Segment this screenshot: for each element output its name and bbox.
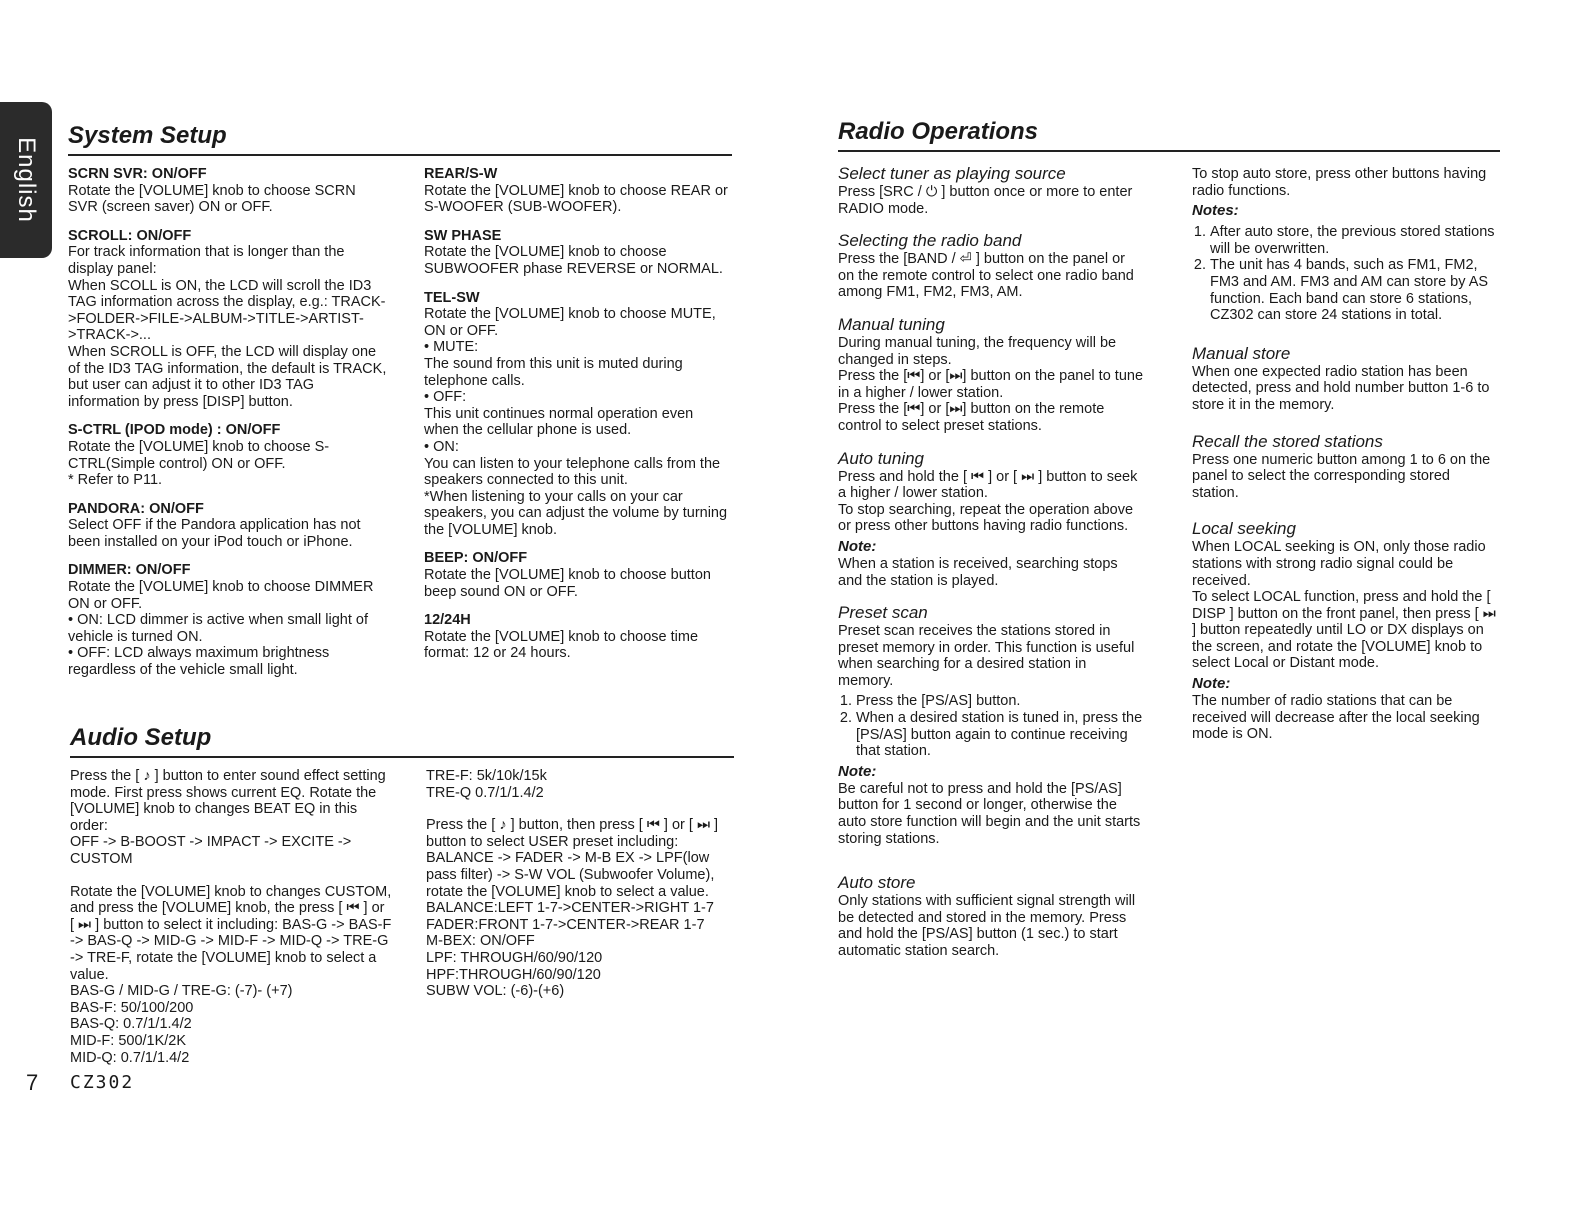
system-setup-col-1: [68, 166, 388, 679]
local-seeking-note: The number of radio stations that can be received will decrease after the local seeking mode is ON.: [1192, 693, 1480, 743]
setting-text: Rotate the [VOLUME] knob to choose DIMMER ON or OFF.: [68, 579, 374, 612]
audio-text-line: FADER:FRONT 1-7->CENTER->REAR 1-7: [426, 916, 705, 933]
audio-text-line: Press the [ ♪ ] button to enter sound effect setting mode. First press shows current EQ. Rotate the [VOLUME] knob to changes BEAT EQ in this order:: [70, 768, 386, 834]
manual-store-heading: Manual store: [1192, 343, 1291, 363]
audio-text-line: HPF:THROUGH/60/90/120: [426, 966, 601, 983]
setting-text: You can listen to your telephone calls from the speakers connected to this unit.: [424, 455, 721, 489]
auto-tuning-note-label: Note:: [838, 537, 877, 555]
page-number: 7: [26, 1070, 39, 1095]
auto-tuning-text-2: To stop searching, repeat the operation above or press other buttons having radio functions.: [838, 501, 1134, 535]
setting-heading: DIMMER: ON/OFF: [68, 562, 191, 579]
audio-text-line: BALANCE -> FADER -> M-B EX -> LPF(low pass filter) -> S-W VOL (Subwoofer Volume), rotate the [VOLUME] knob to select a value.: [426, 850, 715, 900]
local-seeking-text-2: To select LOCAL function, press and hold the [ DISP ] button on the front panel, then press [ ⏭ ] button repeatedly until LO or DX displays on the screen, and rotate the [VOLUME] knob to select Local or Distant mode.: [1192, 589, 1496, 672]
audio-text-line: SUBW VOL: (-6)-(+6): [426, 983, 565, 1000]
radio-operations-title: Radio Operations: [838, 118, 1500, 152]
spacer: [426, 801, 734, 817]
model-name: CZ302: [70, 1072, 135, 1093]
preset-scan-steps: [838, 693, 1144, 759]
setting-heading: SW PHASE: [424, 227, 502, 244]
audio-setup-col-1: [70, 768, 392, 1066]
setting-text: • OFF: LCD always maximum brightness regardless of the vehicle small light.: [68, 645, 330, 679]
manual-tuning-heading: Manual tuning: [838, 314, 945, 334]
setting-heading: PANDORA: ON/OFF: [68, 500, 204, 517]
setting-text: This unit continues normal operation even when the cellular phone is used.: [424, 405, 694, 439]
audio-text-line: MID-Q: 0.7/1/1.4/2: [70, 1049, 190, 1066]
auto-store-heading: Auto store: [838, 873, 916, 893]
setting-heading: SCRN SVR: ON/OFF: [68, 166, 207, 182]
preset-scan-text: Preset scan receives the stations stored in preset memory in order. This function is useful when searching for a desired station in memory.: [838, 623, 1135, 689]
setting-text: When SCROLL is OFF, the LCD will display one of the ID3 TAG information, the default is TRACK, but user can adjust it to other ID3 TAG information by press [DISP] button.: [68, 343, 387, 410]
system-setup-title: System Setup: [68, 122, 732, 156]
spacer: [70, 868, 392, 884]
preset-scan-note-label: Note:: [838, 762, 877, 780]
recall-heading: Recall the stored stations: [1192, 431, 1383, 451]
setting-text: * Refer to P11.: [68, 472, 163, 489]
language-tab-label: English: [13, 137, 40, 223]
setting-heading: REAR/S-W: [424, 166, 498, 182]
audio-text-line: BAS-G / MID-G / TRE-G: (-7)- (+7): [70, 983, 293, 1000]
preset-scan-step-1: 1. Press the [PS/AS] button.: [856, 693, 1144, 710]
setting-text: Rotate the [VOLUME] knob to choose S-CTRL(Simple control) ON or OFF.: [68, 438, 330, 472]
radio-band-heading: Selecting the radio band: [838, 231, 1022, 251]
stop-auto-store-text: To stop auto store, press other buttons having radio functions.: [1192, 166, 1487, 199]
audio-setup-col-2: [426, 768, 734, 1000]
audio-text-line: BALANCE:LEFT 1-7->CENTER->RIGHT 1-7: [426, 900, 714, 917]
manual-tuning-text-3: Press the [⏮] or [⏭] button on the remote control to select preset stations.: [838, 401, 1105, 434]
note-item-1: 1. After auto store, the previous stored stations will be overwritten.: [1210, 224, 1500, 257]
radio-col-1: [838, 164, 1144, 960]
note-item-2: 2. The unit has 4 bands, such as FM1, FM2, FM3 and AM. FM3 and AM can store by AS function. Each band can store 6 stations, CZ302 can store 24 stations in total.: [1210, 257, 1500, 323]
audio-setup-title: Audio Setup: [70, 724, 734, 758]
setting-text: When SCOLL is ON, the LCD will scroll the ID3 TAG information across the display, e.g.: TRACK->FOLDER->FILE->ALBUM->TITLE->ARTIST->TRACK->...: [68, 277, 386, 344]
auto-tuning-heading: Auto tuning: [838, 448, 925, 468]
audio-text-line: Rotate the [VOLUME] knob to changes CUSTOM, and press the [VOLUME] knob, the press [ ⏮ ] or [ ⏭ ] button to select it including: BAS-G -> BAS-F -> BAS-Q -> MID-G -> MID-F -> MID-Q -> TRE-G -> TRE-F, rotate the [VOLUME] knob to select a value.: [70, 883, 392, 983]
setting-text: Select OFF if the Pandora application has not been installed on your iPod touch or iPhone.: [68, 517, 361, 550]
audio-text-line: M-BEX: ON/OFF: [426, 933, 535, 950]
notes-label: Notes:: [1192, 202, 1239, 220]
setting-text: • MUTE:: [424, 339, 479, 356]
manual-tuning-text-1: During manual tuning, the frequency will be changed in steps.: [838, 334, 1117, 368]
preset-scan-heading: Preset scan: [838, 603, 928, 623]
setting-text: The sound from this unit is muted during telephone calls.: [424, 355, 683, 389]
setting-text: • ON:: [424, 438, 459, 455]
select-tuner-text: Press [SRC / ⏻ ] button once or more to enter RADIO mode.: [838, 184, 1133, 217]
setting-text: Rotate the [VOLUME] knob to choose SCRN SVR (screen saver) ON or OFF.: [68, 182, 356, 216]
audio-text-line: TRE-Q 0.7/1/1.4/2: [426, 784, 544, 801]
radio-col-2: [1192, 166, 1500, 743]
setting-heading: BEEP: ON/OFF: [424, 550, 528, 567]
audio-text-line: BAS-F: 50/100/200: [70, 999, 194, 1016]
setting-text: Rotate the [VOLUME] knob to choose SUBWOOFER phase REVERSE or NORMAL.: [424, 244, 723, 277]
setting-heading: S-CTRL (IPOD mode) : ON/OFF: [68, 422, 281, 439]
local-seeking-heading: Local seeking: [1192, 519, 1296, 539]
manual-store-text: When one expected radio station has been detected, press and hold number button 1-6 to store it in the memory.: [1192, 363, 1490, 413]
auto-store-text: Only stations with sufficient signal strength will be detected and stored in the memory. Press and hold the [PS/AS] button (1 sec.) to start automatic station search.: [838, 893, 1136, 959]
local-seeking-note-label: Note:: [1192, 675, 1231, 693]
language-tab: [0, 102, 52, 258]
audio-text-line: BAS-Q: 0.7/1/1.4/2: [70, 1016, 192, 1033]
setting-text: Rotate the [VOLUME] knob to choose REAR or S-WOOFER (SUB-WOOFER).: [424, 182, 728, 216]
audio-text-line: OFF -> B-BOOST -> IMPACT -> EXCITE -> CUSTOM: [70, 834, 352, 867]
preset-scan-step-2: 2. When a desired station is tuned in, press the [PS/AS] button again to continue receiving that station.: [856, 710, 1144, 760]
local-seeking-text-1: When LOCAL seeking is ON, only those radio stations with strong radio signal could be received.: [1192, 539, 1486, 589]
audio-text-line: Press the [ ♪ ] button, then press [ ⏮ ] or [ ⏭ ] button to select USER preset including:: [426, 817, 719, 850]
auto-tuning-note: When a station is received, searching stops and the station is played.: [838, 555, 1118, 589]
setting-heading: SCROLL: ON/OFF: [68, 227, 192, 244]
radio-band-text: Press the [BAND / ⏎ ] button on the panel or on the remote control to select one radio band among FM1, FM2, FM3, AM.: [838, 251, 1134, 301]
manual-tuning-text-2: Press the [⏮] or [⏭] button on the panel to tune in a higher / lower station.: [838, 368, 1144, 401]
audio-text-line: MID-F: 500/1K/2K: [70, 1032, 187, 1049]
setting-text: • ON: LCD dimmer is active when small light of vehicle is turned ON.: [68, 612, 368, 645]
setting-text: *When listening to your calls on your car speakers, you can adjust the volume by turning the [VOLUME] knob.: [424, 488, 728, 538]
setting-text: • OFF:: [424, 389, 467, 406]
audio-text-line: TRE-F: 5k/10k/15k: [426, 768, 547, 784]
auto-tuning-text-1: Press and hold the [ ⏮ ] or [ ⏭ ] button to seek a higher / lower station.: [838, 468, 1138, 502]
setting-text: Rotate the [VOLUME] knob to choose button beep sound ON or OFF.: [424, 567, 711, 600]
preset-scan-note: Be careful not to press and hold the [PS/AS] button for 1 second or longer, otherwise the auto store function will begin and the unit starts storing stations.: [838, 780, 1141, 847]
setting-heading: TEL-SW: [424, 289, 480, 306]
recall-text: Press one numeric button among 1 to 6 on the panel to select the corresponding stored station.: [1192, 451, 1491, 501]
audio-text-line: LPF: THROUGH/60/90/120: [426, 949, 603, 966]
select-tuner-heading: Select tuner as playing source: [838, 164, 1066, 183]
system-setup-col-2: [424, 166, 730, 662]
setting-text: Rotate the [VOLUME] knob to choose MUTE, ON or OFF.: [424, 306, 716, 339]
setting-text: For track information that is longer than the display panel:: [68, 244, 345, 277]
notes-list: [1192, 224, 1500, 324]
setting-text: Rotate the [VOLUME] knob to choose time format: 12 or 24 hours.: [424, 628, 699, 662]
setting-heading: 12/24H: [424, 612, 471, 629]
